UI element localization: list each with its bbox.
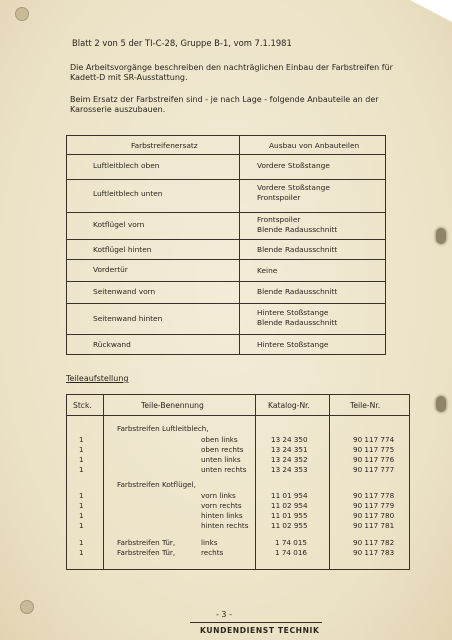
row-divider — [67, 179, 385, 180]
quantity: 1 — [79, 548, 84, 557]
part-name: Farbstreifen Tür, — [117, 548, 176, 557]
catalog-number: 13 24 352 — [271, 455, 308, 464]
row-divider — [67, 212, 385, 213]
group-title: Farbstreifen Luftleitblech, — [117, 424, 209, 433]
page-number: - 3 - — [216, 610, 232, 619]
quantity: 1 — [79, 435, 84, 444]
table-cell: Seitenwand hinten — [93, 314, 163, 323]
row-divider — [67, 259, 385, 260]
header-divider — [67, 415, 409, 416]
part-description: oben links — [201, 435, 238, 444]
catalog-number: 11 02 954 — [271, 501, 308, 510]
table-cell: Seitenwand vorn — [93, 287, 156, 296]
table-cell: Frontspoiler — [257, 193, 301, 202]
part-number: 90 117 781 — [353, 521, 395, 530]
quantity: 1 — [79, 455, 84, 464]
part-description: unten links — [201, 455, 241, 464]
row-divider — [67, 239, 385, 240]
table-cell: Hintere Stoßstange — [257, 340, 329, 349]
quantity: 1 — [79, 465, 84, 474]
parts-list-title: Teileaufstellung — [66, 374, 129, 383]
table-header: Teile-Benennung — [141, 401, 204, 410]
table-cell: Rückwand — [93, 340, 131, 349]
punch-hole-top — [15, 7, 29, 21]
catalog-number: 13 24 351 — [271, 445, 308, 454]
intro-line: Die Arbeitsvorgänge beschreiben den nachträglichen Einbau der Farbstreifen für — [70, 63, 393, 72]
table-cell: Keine — [257, 266, 278, 275]
part-number: 90 117 774 — [353, 435, 395, 444]
row-divider — [67, 281, 385, 282]
parts-table — [66, 394, 410, 570]
catalog-number: 13 24 353 — [271, 465, 308, 474]
binder-hole-lower — [436, 396, 446, 412]
table-header: Teile-Nr. — [350, 401, 381, 410]
intro-line: Kadett-D mit SR-Ausstattung. — [70, 73, 188, 82]
catalog-number: 1 74 015 — [275, 538, 308, 547]
part-number: 90 117 777 — [353, 465, 395, 474]
replacement-table — [66, 135, 386, 355]
table-cell: Hintere Stoßstange — [257, 308, 329, 317]
catalog-number: 11 02 955 — [271, 521, 308, 530]
intro-line: Karosserie auszubauen. — [70, 105, 166, 114]
document-header: Blatt 2 von 5 der TI-C-28, Gruppe B-1, vom 7.1.1981 — [72, 38, 292, 48]
catalog-number: 11 01 954 — [271, 491, 308, 500]
quantity: 1 — [79, 521, 84, 530]
table-cell: Blende Radausschnitt — [257, 225, 338, 234]
table-cell: Vordere Stoßstange — [257, 183, 330, 192]
part-number: 90 117 780 — [353, 511, 395, 520]
part-description: unten rechts — [201, 465, 247, 474]
part-description: links — [201, 538, 218, 547]
catalog-number: 11 01 955 — [271, 511, 308, 520]
row-divider — [67, 334, 385, 335]
quantity: 1 — [79, 501, 84, 510]
row-divider — [67, 303, 385, 304]
footer-label: KUNDENDIENST TECHNIK — [200, 626, 320, 635]
part-description: hinten rechts — [201, 521, 249, 530]
catalog-number: 1 74 016 — [275, 548, 308, 557]
column-divider — [239, 136, 240, 354]
table-cell: Kotflügel vorn — [93, 220, 145, 229]
part-number: 90 117 775 — [353, 445, 395, 454]
quantity: 1 — [79, 445, 84, 454]
footer-divider — [190, 622, 322, 623]
table-cell: Blende Radausschnitt — [257, 287, 338, 296]
quantity: 1 — [79, 491, 84, 500]
part-number: 90 117 782 — [353, 538, 395, 547]
table-header: Farbstreifenersatz — [131, 141, 198, 150]
part-name: Farbstreifen Tür, — [117, 538, 176, 547]
folded-corner — [410, 0, 452, 22]
column-divider — [329, 395, 330, 569]
quantity: 1 — [79, 511, 84, 520]
table-cell: Blende Radausschnitt — [257, 245, 338, 254]
binder-hole-upper — [436, 228, 446, 244]
table-cell: Kotflügel hinten — [93, 245, 152, 254]
table-header: Katalog-Nr. — [268, 401, 310, 410]
table-cell: Luftleitblech unten — [93, 189, 163, 198]
row-divider — [67, 154, 385, 155]
part-description: hinten links — [201, 511, 243, 520]
column-divider — [103, 395, 104, 569]
part-description: rechts — [201, 548, 224, 557]
table-header: Ausbau von Anbauteilen — [269, 141, 360, 150]
part-description: vorn rechts — [201, 501, 242, 510]
punch-hole-bottom — [20, 600, 34, 614]
table-cell: Blende Radausschnitt — [257, 318, 338, 327]
table-cell: Frontspoiler — [257, 215, 301, 224]
catalog-number: 13 24 350 — [271, 435, 308, 444]
table-cell: Vordertür — [93, 265, 128, 274]
quantity: 1 — [79, 538, 84, 547]
table-cell: Vordere Stoßstange — [257, 161, 330, 170]
intro-paragraph — [70, 63, 393, 83]
part-number: 90 117 778 — [353, 491, 395, 500]
table-cell: Luftleitblech oben — [93, 161, 160, 170]
column-divider — [255, 395, 256, 569]
part-number: 90 117 783 — [353, 548, 395, 557]
intro-line: Beim Ersatz der Farbstreifen sind - je nach Lage - folgende Anbauteile an der — [70, 95, 379, 104]
part-number: 90 117 776 — [353, 455, 395, 464]
part-number: 90 117 779 — [353, 501, 395, 510]
part-description: vorn links — [201, 491, 236, 500]
part-description: oben rechts — [201, 445, 244, 454]
group-title: Farbstreifen Kotflügel, — [117, 480, 196, 489]
intro-paragraph-2 — [70, 95, 379, 115]
table-header: Stck. — [73, 401, 92, 410]
